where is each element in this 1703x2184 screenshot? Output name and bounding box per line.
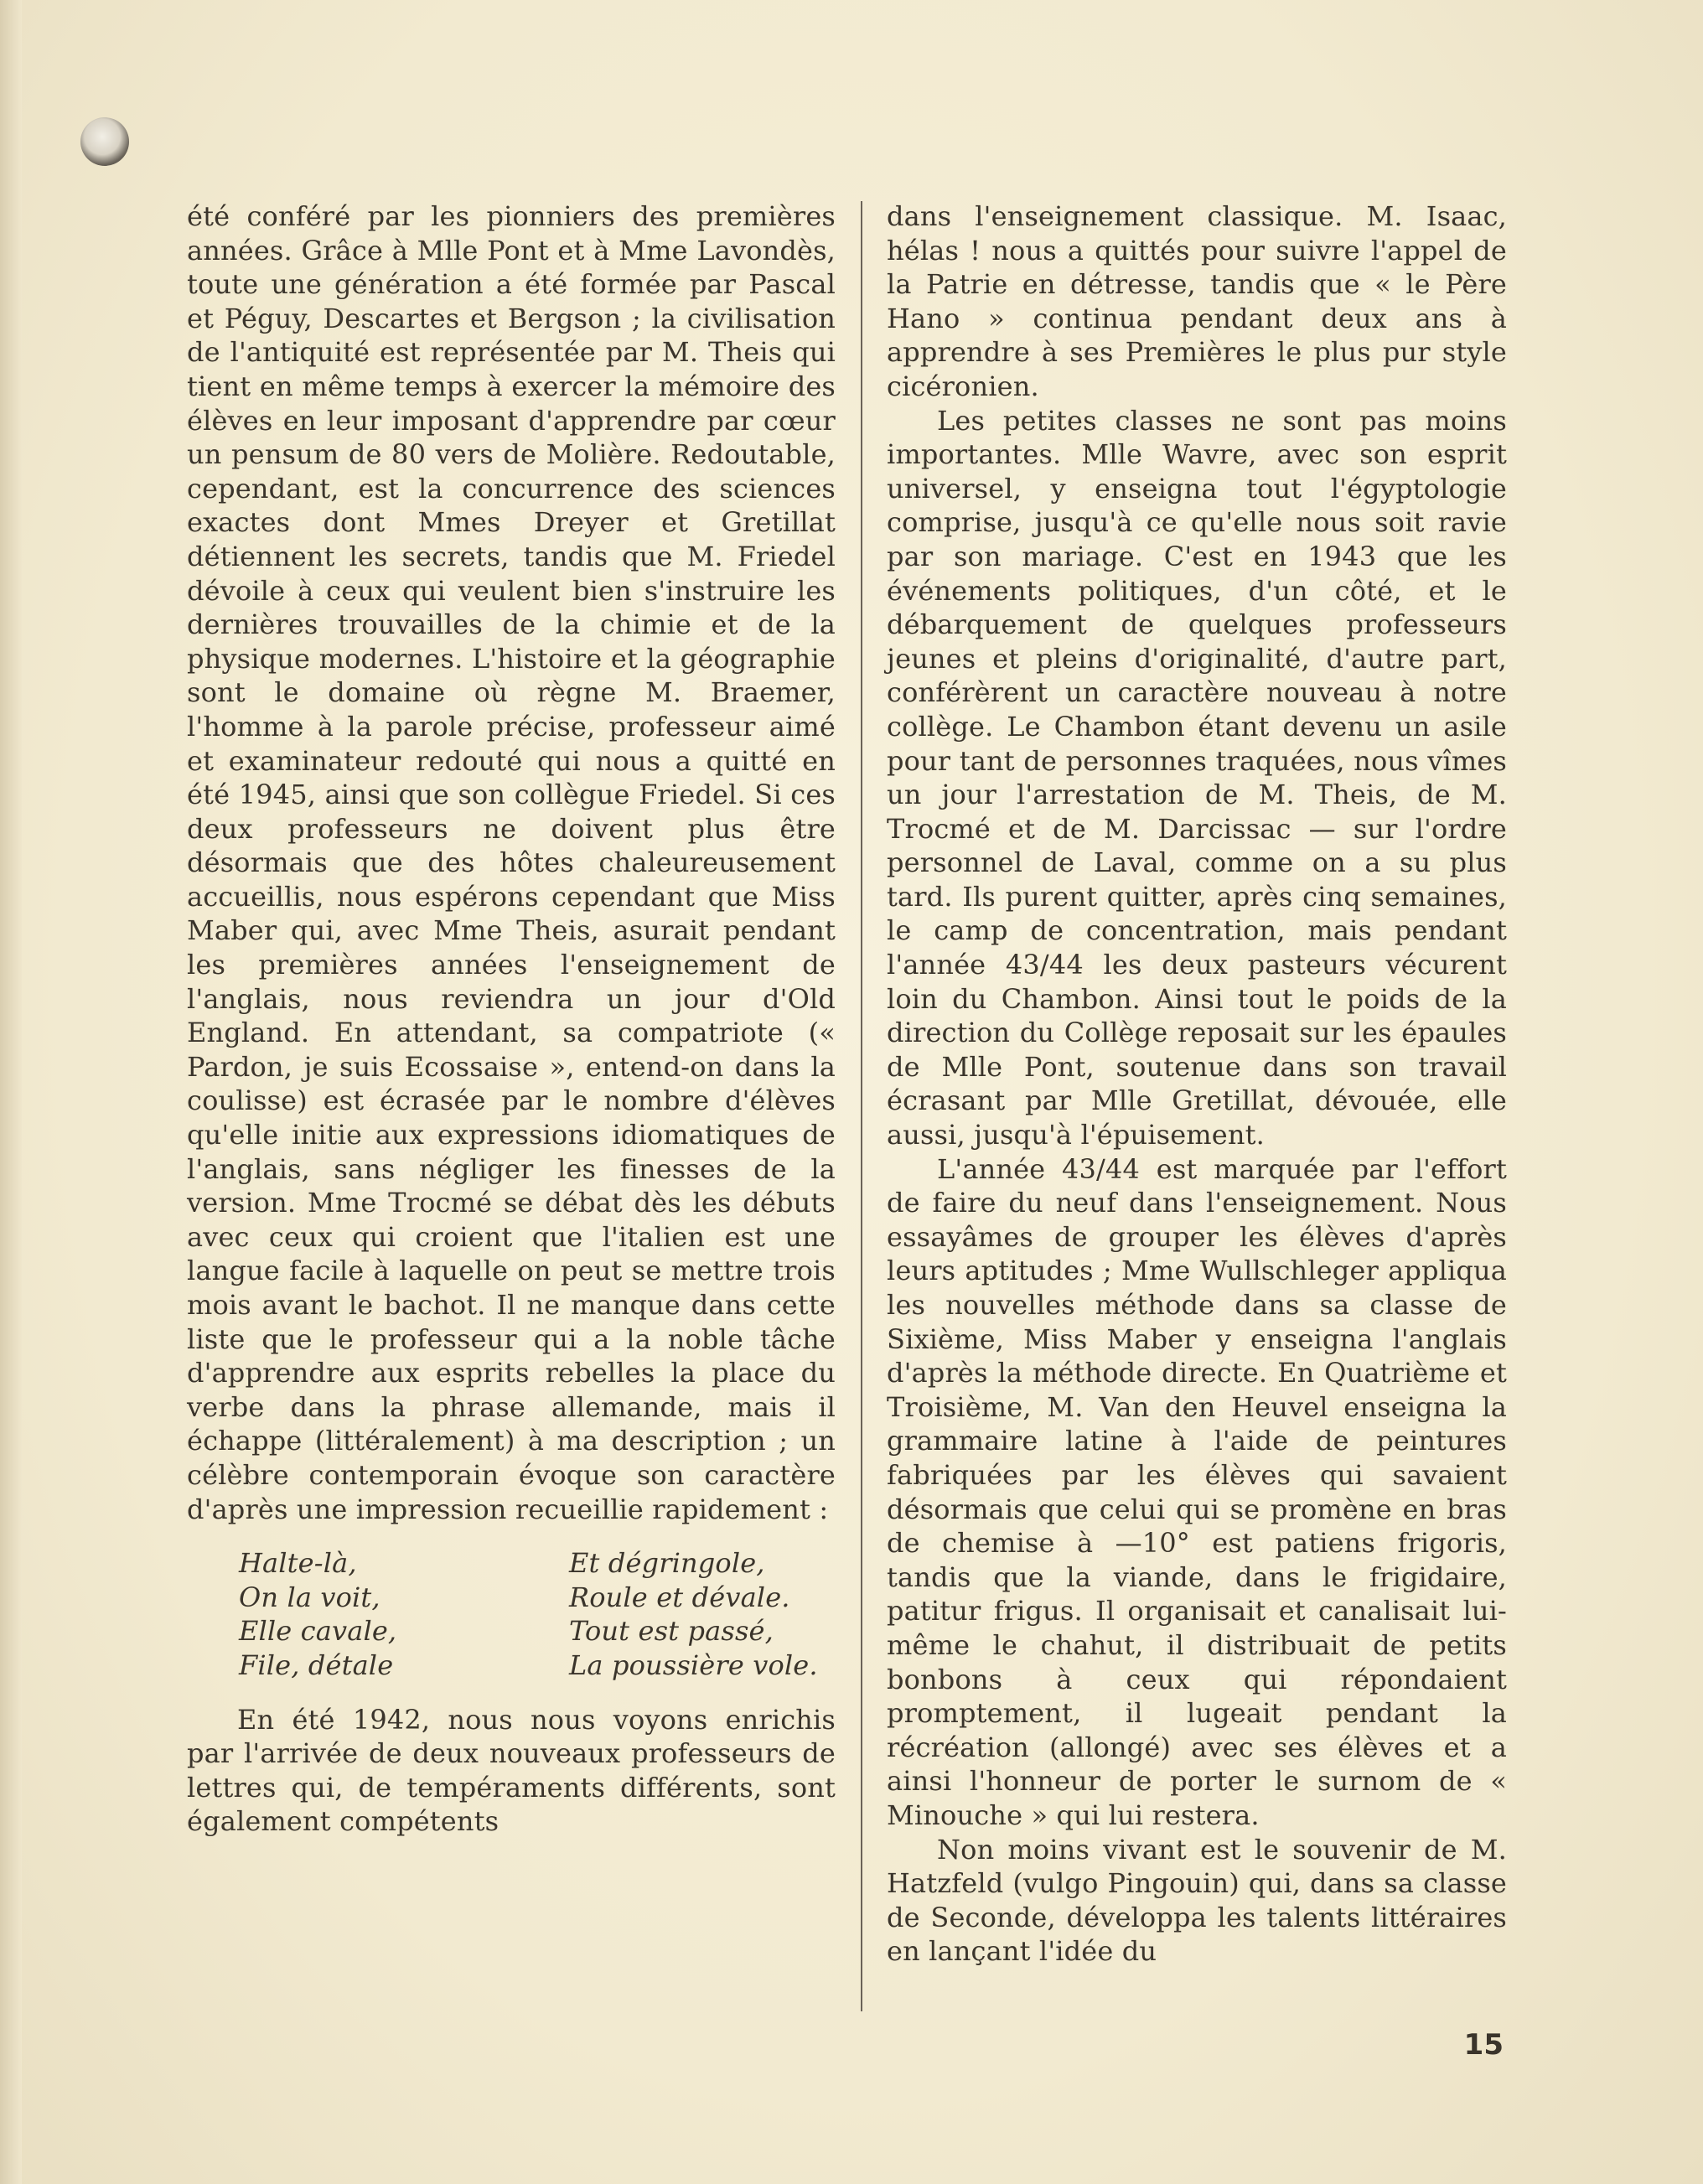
right-paragraph-3: L'année 43/44 est marquée par l'effort de faire du neuf dans l'enseignement. Nous essayâmes de grouper les élèves d'après leurs aptitudes ; Mme Wullschleger appliqua les nouvelles méthode dans sa classe de Sixième, Miss Maber y enseigna l'anglais d'après la méthode directe. En Quatrième et Troisième, M. Van den Heuvel enseigna la grammaire latine à l'aide de peintures fabriquées par les élèves qui savaient désormais que celui qui se promène en bras de chemise à —10° est patiens frigoris, tandis que la viande, dans le frigidaire, patitur frigus. Il organisait et canalisait lui-même le chahut, il distribuait de petits bonbons à ceux qui répondaient promptement, il lugeait pendant la récréation (allongé) avec ses élèves et a ainsi l'honneur de porter le surnom de « Minouche » qui lui restera. <box>887 1152 1507 1831</box>
column-divider <box>861 201 862 2011</box>
right-paragraph-1: dans l'enseignement classique. M. Isaac, hélas ! nous a quittés pour suivre l'appel de la Patrie en détresse, tandis que « le Père Hano » continua pendant deux ans à apprendre à ses Premières le plus pur style cicéronien. <box>887 200 1507 402</box>
right-paragraph-2: Les petites classes ne sont pas moins importantes. Mlle Wavre, avec son esprit universel, y enseigna tout l'égyptologie comprise, jusqu'à ce qu'elle nous soit ravie par son mariage. C'est en 1943 que les événements politiques, d'un côté, et le débarquement de quelques professeurs jeunes et pleins d'originalité, d'autre part, conférèrent un caractère nouveau à notre collège. Le Chambon étant devenu un asile pour tant de personnes traquées, nous vîmes un jour l'arrestation de M. Theis, de M. Trocmé et de M. Darcissac — sur l'ordre personnel de Laval, comme on a su plus tard. Ils purent quitter, après cinq semaines, le camp de concentration, mais pendant l'année 43/44 les deux pasteurs vécurent loin du Chambon. Ainsi tout le poids de la direction du Collège reposait sur les épaules de Mlle Pont, soutenue dans son travail écrasant par Mlle Gretillat, dévouée, elle aussi, jusqu'à l'épuisement. <box>887 404 1507 1152</box>
right-paragraph-4: Non moins vivant est le souvenir de M. Hatzfeld (vulgo Pingouin) qui, dans sa classe de Seconde, développa les talents littéraires en lançant l'idée du <box>887 1833 1507 1968</box>
poem-line: Tout est passé, <box>569 1615 774 1648</box>
poem-line: File, détale <box>239 1648 394 1681</box>
right-column <box>887 199 1507 1969</box>
poem-line: La poussière vole. <box>569 1648 818 1681</box>
poem-line: Et dégringole, <box>569 1547 765 1580</box>
binding-edge <box>0 0 22 2184</box>
left-paragraph-2: En été 1942, nous nous voyons enrichis par l'arrivée de deux nouveaux professeurs de lettres qui, de tempéraments différents, sont également compétents <box>187 1703 836 1838</box>
left-paragraph-1: été conféré par les pionniers des premières années. Grâce à Mlle Pont et à Mme Lavondès, toute une génération a été formée par Pascal et Péguy, Descartes et Bergson ; la civilisation de l'antiquité est représentée par M. Theis qui tient en même temps à exercer la mémoire des élèves en leur imposant d'apprendre par cœur un pensum de 80 vers de Molière. Redoutable, cependant, est la concurrence des sciences exactes dont Mmes Dreyer et Gretillat détiennent les secrets, tandis que M. Friedel dévoile à ceux qui veulent bien s'instruire les dernières trouvailles de la chimie et de la physique modernes. L'histoire et la géographie sont le domaine où règne M. Braemer, l'homme à la parole précise, professeur aimé et examinateur redouté qui nous a quitté en été 1945, ainsi que son collègue Friedel. Si ces deux professeurs ne doivent plus être désormais que des hôtes chaleureusement accueillis, nous espérons cependant que Miss Maber qui, avec Mme Theis, asurait pendant les premières années l'enseignement de l'anglais, nous reviendra un jour d'Old England. En attendant, sa compatriote (« Pardon, je suis Ecossaise », entend-on dans la coulisse) est écrasée par le nombre d'élèves qu'elle initie aux expressions idiomatiques de l'anglais, sans négliger les finesses de la version. Mme Trocmé se débat dès les débuts avec ceux qui croient que l'italien est une langue facile à laquelle on peut se mettre trois mois avant le bachot. Il ne manque dans cette liste que le professeur qui a la noble tâche d'apprendre aux esprits rebelles la place du verbe dans la phrase allemande, mais il échappe (littéralement) à ma description ; un célèbre contemporain évoque son caractère d'après une impression recueillie rapidement : <box>187 200 836 1525</box>
page-number: 15 <box>1463 2028 1504 2062</box>
poem-line: On la voit, <box>239 1581 380 1613</box>
poem-line: Halte-là, <box>239 1547 357 1580</box>
left-column <box>187 199 836 1839</box>
punch-hole <box>80 117 129 166</box>
poem-line: Elle cavale, <box>239 1615 397 1648</box>
poem-line: Roule et dévale. <box>569 1581 790 1613</box>
poem <box>239 1546 836 1682</box>
